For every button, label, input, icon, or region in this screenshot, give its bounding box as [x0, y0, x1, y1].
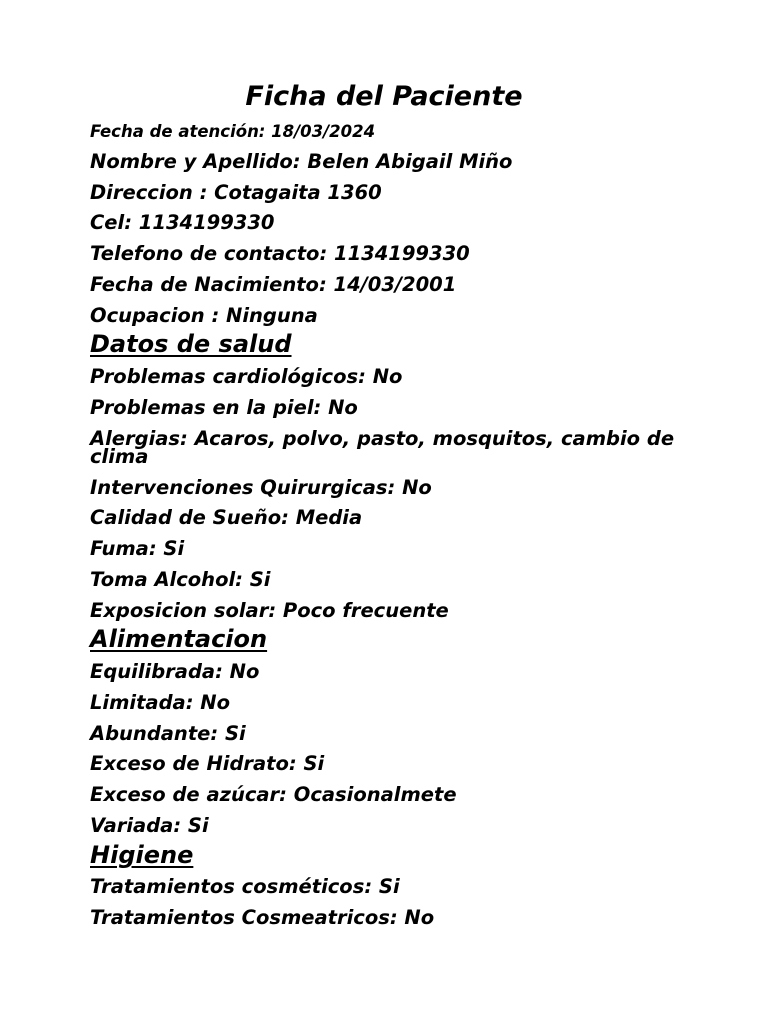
calidad-sueno: Calidad de Sueño: Media — [90, 506, 363, 529]
celular: Cel: 1134199330 — [90, 211, 275, 234]
exceso-azucar: Exceso de azúcar: Ocasionalmete — [90, 783, 457, 806]
page-title: Ficha del Paciente — [245, 81, 523, 112]
nombre-apellido: Nombre y Apellido: Belen Abigail Miño — [90, 150, 513, 173]
fecha-nacimiento: Fecha de Nacimiento: 14/03/2001 — [90, 273, 457, 296]
exceso-hidrato: Exceso de Hidrato: Si — [90, 752, 325, 775]
intervenciones-quirurgicas: Intervenciones Quirurgicas: No — [90, 476, 432, 499]
limitada: Limitada: No — [90, 691, 231, 714]
section-heading-datos-de-salud: Datos de salud — [90, 330, 292, 358]
alergias: Alergias: Acaros, polvo, pasto, mosquitos, cambio de clima — [90, 427, 675, 468]
tratamientos-cosmeticos: Tratamientos cosméticos: Si — [90, 875, 400, 898]
telefono-contacto: Telefono de contacto: 1134199330 — [90, 242, 470, 265]
tratamientos-cosmeatricos: Tratamientos Cosmeatricos: No — [90, 906, 435, 929]
ocupacion: Ocupacion : Ninguna — [90, 304, 318, 327]
section-heading-alimentacion: Alimentacion — [90, 625, 268, 653]
abundante: Abundante: Si — [90, 722, 246, 745]
problemas-cardiologicos: Problemas cardiológicos: No — [90, 365, 403, 388]
variada: Variada: Si — [90, 814, 209, 837]
fuma: Fuma: Si — [90, 537, 185, 560]
equilibrada: Equilibrada: No — [90, 660, 260, 683]
fecha-atencion: Fecha de atención: 18/03/2024 — [90, 122, 376, 141]
section-heading-higiene: Higiene — [90, 841, 194, 869]
exposicion-solar: Exposicion solar: Poco frecuente — [90, 599, 449, 622]
problemas-piel: Problemas en la piel: No — [90, 396, 358, 419]
direccion: Direccion : Cotagaita 1360 — [90, 181, 382, 204]
toma-alcohol: Toma Alcohol: Si — [90, 568, 271, 591]
